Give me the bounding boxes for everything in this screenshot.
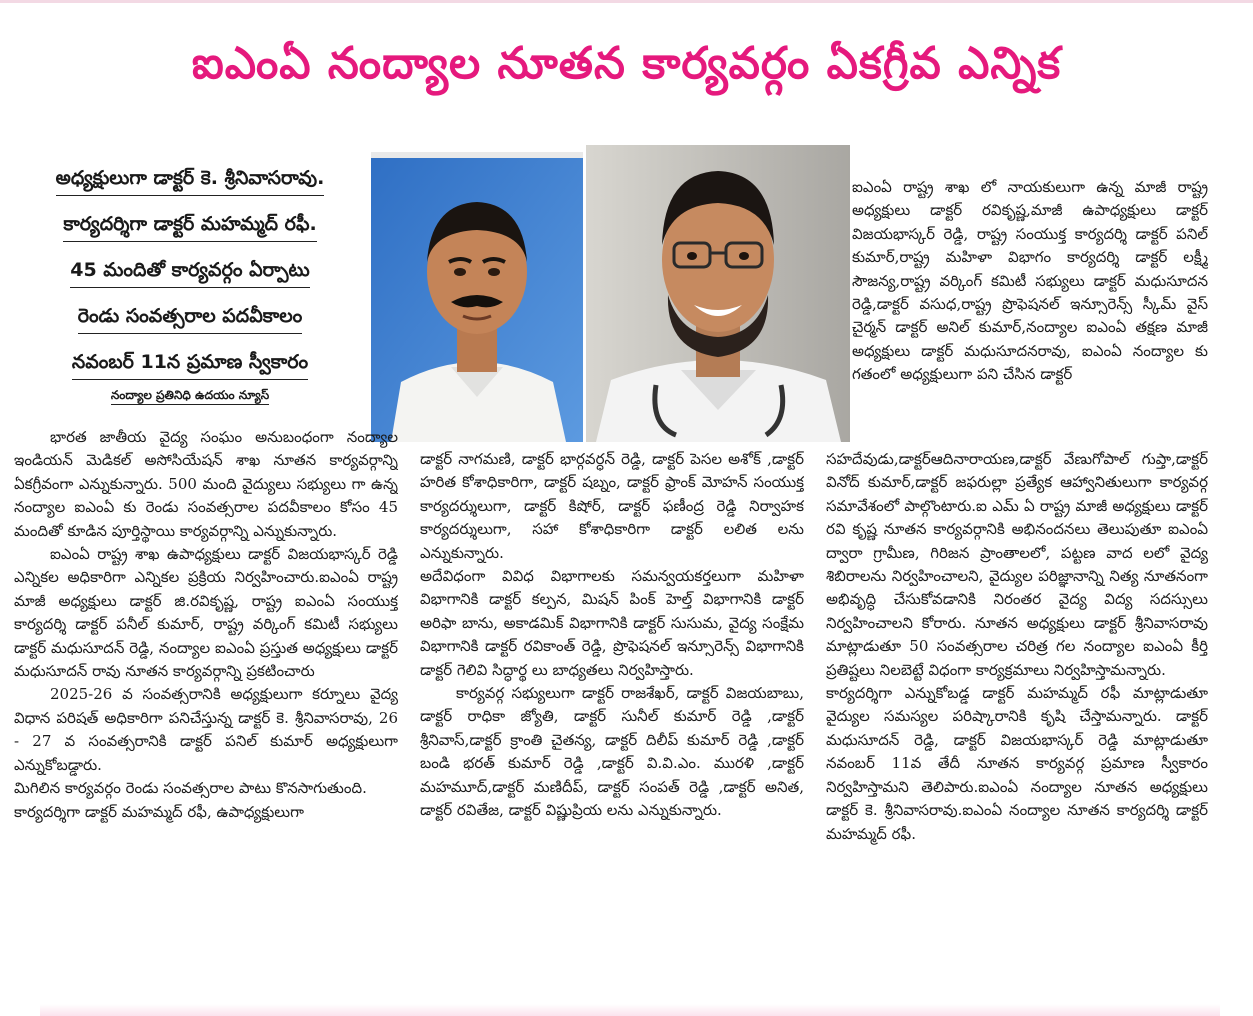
- column-3: [826, 448, 1208, 846]
- column-1-paragraph: భారత జాతీయ వైద్య సంఘం అనుబంధంగా నంద్యాల ఇండియన్ మెడికల్ అసోసియేషన్ శాఖ నూతన కార్యవర్గాన్ని ఏకగ్రీవంగా ఎన్నుకున్నారు. 500 మంది వైద్యులు సభ్యులు గా ఉన్న నంద్యాల ఐఎంఏ కు రెండు సంవత్సరాల పదవీకాలం కోసం 45 మందితో కూడిన పూర్తిస్థాయి కార్యవర్గాన్ని ఎన్నుకున్నారు.: [14, 428, 398, 540]
- column-2-paragraph: డాక్టర్ నాగమణి, డాక్టర్ భార్గవర్ధన్ రెడ్డి, డాక్టర్ పెసల అశోక్ ,డాక్టర్ హరిత కోశాధికారిగా, డాక్టర్ షబ్నం, డాక్టర్ ఫ్రాంక్ మోహన్ సంయుక్త కార్యదర్శులుగా, డాక్టర్ కిషోర్, డాక్టర్ ఫణీంద్ర రెడ్డి నిర్వాహక కార్యదర్శులుగా, సహా కోశాధికారిగా డాక్టర్ లలిత లను ఎన్నుకున్నారు.: [420, 450, 804, 562]
- subheading-committee-size: 45 మందితో కార్యవర్గం ఏర్పాటు: [70, 254, 309, 288]
- subheading-president: అధ్యక్షులుగా డాక్టర్ కె. శ్రీనివాసరావు.: [56, 162, 325, 196]
- top-rule: [0, 0, 1253, 3]
- subheading-secretary: కార్యదర్శిగా డాక్టర్ మహమ్మద్ రఫీ.: [63, 208, 316, 242]
- headline: ఐఎంఏ నంద్యాల నూతన కార్యవర్గం ఏకగ్రీవ ఎన్నిక: [191, 38, 1062, 89]
- column-1-paragraph: మిగిలిన కార్యవర్గం రెండు సంవత్సరాల పాటు కొనసాగుతుంది.: [14, 779, 367, 798]
- column-3-top-paragraph: ఐఎంఏ రాష్ట్ర శాఖ లో నాయకులుగా ఉన్న మాజీ రాష్ట్ర అధ్యక్షులు డాక్టర్ రవికృష్ణ,మాజీ ఉపాధ్యక్షులు డాక్టర్ విజయభాస్కర్ రెడ్డి, రాష్ట్ర సంయుక్త కార్యదర్శి డాక్టర్ పనిల్ కుమార్,రాష్ట్ర మహిళా విభాగం కార్యదర్శి డాక్టర్ లక్ష్మీ సౌజన్య,రాష్ట్ర వర్కింగ్ కమిటీ సభ్యులు డాక్టర్ మధుసూదన రెడ్డి,డాక్టర్ వసుధ,రాష్ట్ర ప్రొఫెషనల్ ఇన్సూరెన్స్ స్కీమ్ వైస్ చైర్మన్ డాక్టర్ అనిల్ కుమార్,నంద్యాల ఐఎంఏ తక్షణ మాజీ అధ్యక్షులు డాక్టర్ మధుసూదనరావు, ఐఎంఏ నంద్యాల కు గతంలో అధ్యక్షులుగా పని చేసిన డాక్టర్: [852, 178, 1208, 384]
- column-2: [420, 448, 804, 823]
- column-3-paragraph: సహదేవుడు,డాక్టర్ఆదినారాయణ,డాక్టర్ వేణుగోపాల్ గుప్తా,డాక్టర్ వినోద్ కుమార్,డాక్టర్ జఫరుల్లా ప్రత్యేక ఆహ్వానితులుగా కార్యవర్గ సమావేశంలో పాల్గొంటారు.ఐ ఎమ్ ఏ రాష్ట్ర మాజీ అధ్యక్షులు డాక్టర్ రవి కృష్ణ నూతన కార్యవర్గానికి అభినందనలు తెలుపుతూ ఐఎంఏ ద్వారా గ్రామీణ, గిరిజన ప్రాంతాలలో, పట్టణ వాద లలో వైద్య శిబిరాలను నిర్వహించాలని, వైద్యుల పరిజ్ఞానాన్ని నిత్య నూతనంగా అభివృద్ధి చేసుకోవడానికి నిరంతర వైద్య విద్య సదస్సులు నిర్వహించాలని కోరారు. నూతన అధ్యక్షులు డాక్టర్ శ్రీనివాసరావు మాట్లాడుతూ 50 సంవత్సరాల చరిత్ర గల నంద్యాల ఐఎంఏ కీర్తి ప్రతిష్టలు నిలబెట్టే విధంగా కార్యక్రమాలు నిర్వహిస్తామన్నారు.: [826, 450, 1208, 679]
- photo-president: [371, 152, 583, 442]
- byline-text: నంద్యాల ప్రతినిధి ఉదయం న్యూస్: [111, 388, 269, 405]
- column-1-paragraph: 2025-26 వ సంవత్సరానికి అధ్యక్షులుగా కర్నూలు వైద్య విధాన పరిషత్ అధికారిగా పనిచేస్తున్న డాక్టర్ కె. శ్రీనివాసరావు, 26 - 27 వ సంవత్సరానికి డాక్టర్ పనిల్ కుమార్ అధ్యక్షులుగా ఎన్నుకోబడ్డారు.: [14, 685, 398, 774]
- photo-secretary: [586, 145, 850, 442]
- column-1-paragraph: ఐఎంఏ రాష్ట్ర శాఖ ఉపాధ్యక్షులు డాక్టర్ విజయభాస్కర్ రెడ్డి ఎన్నికల అధికారిగా ఎన్నికల ప్రక్రియ నిర్వహించారు.ఐఎంఏ రాష్ట్ర మాజీ అధ్యక్షులు డాక్టర్ జి.రవికృష్ణ, రాష్ట్ర ఐఎంఏ సంయుక్త కార్యదర్శి డాక్టర్ పనీల్ కుమార్, రాష్ట్ర వర్కింగ్ కమిటీ సభ్యులు డాక్టర్ మధుసూదన్ రెడ్డి, నంద్యాల ఐఎంఏ ప్రస్తుత అధ్యక్షులు డాక్టర్ మధుసూదన్ రావు నూతన కార్యవర్గాన్ని ప్రకటించారు: [14, 545, 398, 681]
- subheadings: [14, 162, 366, 392]
- subheading-term: రెండు సంవత్సరాల పదవీకాలం: [78, 300, 303, 334]
- column-3-top: [852, 176, 1208, 448]
- bottom-edge-bleed: [40, 1004, 1220, 1016]
- byline: [14, 388, 366, 405]
- column-1: [14, 426, 398, 824]
- column-2-paragraph: అదేవిధంగా వివిధ విభాగాలకు సమన్వయకర్తలుగా మహిళా విభాగానికి డాక్టర్ కల్పన, మిషన్ పింక్ హెల్త్ విభాగానికి డాక్టర్ అరిఫా బాను, అకాడమిక్ విభాగానికి డాక్టర్ సుసుమ, వైద్య సంక్షేమ విభాగానికి డాక్టర్ రవికాంత్ రెడ్డి, ప్రొఫెషనల్ ఇన్సూరెన్స్ విభాగానికి డాక్టర్ గెలివి సిద్ధార్థ లు బాధ్యతలు నిర్వహిస్తారు.: [420, 567, 804, 679]
- subheading-oath-date: నవంబర్ 11న ప్రమాణ స్వీకారం: [72, 346, 308, 380]
- column-3-paragraph: కార్యదర్శిగా ఎన్నుకోబడ్డ డాక్టర్ మహమ్మద్ రఫీ మాట్లాడుతూ వైద్యుల సమస్యల పరిష్కారానికి కృషి చేస్తామన్నారు. డాక్టర్ మధుసూదన్ రెడ్డి, డాక్టర్ విజయభాస్కర్ రెడ్డి మాట్లాడుతూ నవంబర్ 11వ తేదీ నూతన కార్యవర్గ ప్రమాణ స్వీకారం నిర్వహిస్తామని తెలిపారు.ఐఎంఏ నంద్యాల నూతన అధ్యక్షులు డాక్టర్ కె. శ్రీనివాసరావు.ఐఎంఏ నంద్యాల నూతన కార్యదర్శి డాక్టర్ మహమ్మద్ రఫీ.: [826, 684, 1208, 843]
- column-1-paragraph: కార్యదర్శిగా డాక్టర్ మహమ్మద్ రఫీ, ఉపాధ్యక్షులుగా: [14, 802, 304, 821]
- column-2-paragraph: కార్యవర్గ సభ్యులుగా డాక్టర్ రాజశేఖర్, డాక్టర్ విజయబాబు, డాక్టర్ రాధికా జ్యోతి, డాక్టర్ సునీల్ కుమార్ రెడ్డి ,డాక్టర్ శ్రీనివాస్,డాక్టర్ క్రాంతి చైతన్య, డాక్టర్ దిలీప్ కుమార్ రెడ్డి ,డాక్టర్ బండి భరత్ కుమార్ రెడ్డి ,డాక్టర్ వి.వి.ఎం. మురళి ,డాక్టర్ మహమూద్,డాక్టర్ మణిదీప్, డాక్టర్ సంపత్ రెడ్డి ,డాక్టర్ అనిత, డాక్టర్ రవితేజ, డాక్టర్ విష్ణుప్రియ లను ఎన్నుకున్నారు.: [420, 684, 804, 820]
